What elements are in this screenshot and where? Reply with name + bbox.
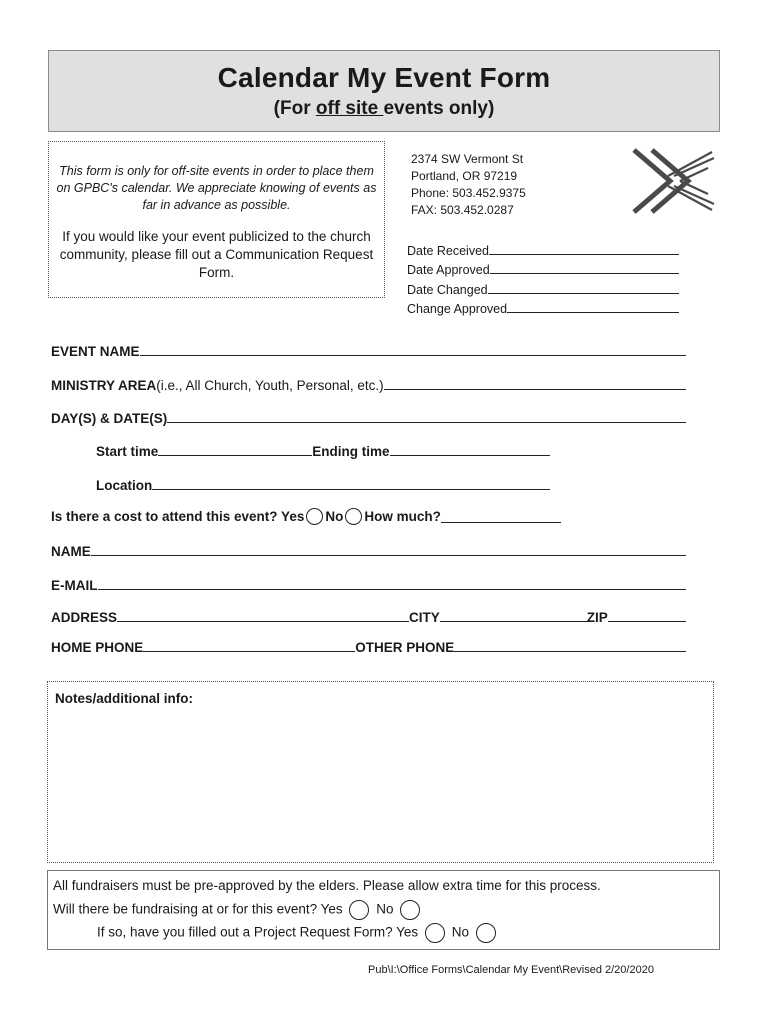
cost-no-label: No	[325, 508, 344, 524]
subtitle-underlined: off site	[315, 98, 384, 119]
fundraising-notice: All fundraisers must be pre-approved by the elders. Please allow extra time for this process.	[53, 878, 601, 893]
name-field[interactable]	[51, 539, 686, 559]
date-received-label: Date Received	[407, 244, 489, 258]
ministry-area-hint: (i.e., All Church, Youth, Personal, etc.)	[156, 378, 384, 393]
zip-label: ZIP	[586, 610, 608, 625]
fundraising-box	[47, 870, 720, 950]
date-received-field[interactable]	[407, 240, 679, 258]
name-label: NAME	[51, 544, 91, 559]
start-time-line[interactable]	[158, 454, 312, 456]
address-city: Portland, OR 97219	[411, 169, 518, 183]
date-changed-field[interactable]	[407, 279, 679, 297]
ministry-area-label: MINISTRY AREA	[51, 378, 157, 393]
fundraising-no-radio[interactable]	[400, 900, 420, 920]
subtitle-prefix: (For	[273, 98, 316, 119]
city-line[interactable]	[440, 620, 587, 622]
location-line	[152, 488, 550, 490]
chevron-arrows-logo-icon	[630, 146, 716, 216]
ending-time-label: Ending time	[312, 444, 390, 459]
city-label: CITY	[409, 610, 440, 625]
change-approved-line	[507, 311, 679, 313]
change-approved-field[interactable]	[407, 298, 679, 316]
change-approved-label: Change Approved	[407, 302, 508, 316]
start-time-label: Start time	[96, 444, 159, 459]
project-request-no-label: No	[451, 924, 469, 940]
cost-yes-radio[interactable]	[306, 508, 323, 525]
other-phone-label: OTHER PHONE	[355, 640, 455, 655]
fundraising-question-row	[53, 900, 423, 920]
church-address	[411, 151, 526, 219]
fundraising-no-label: No	[376, 901, 394, 917]
event-name-line	[140, 354, 686, 356]
ending-time-line[interactable]	[390, 454, 550, 456]
fundraising-yes-radio[interactable]	[349, 900, 369, 920]
date-changed-label: Date Changed	[407, 283, 488, 297]
email-line	[98, 588, 687, 590]
how-much-label: How much?	[364, 508, 441, 524]
ministry-area-line	[384, 388, 686, 390]
info-box	[48, 141, 385, 298]
location-label: Location	[96, 478, 153, 493]
date-changed-line	[488, 292, 679, 294]
time-row	[96, 439, 550, 459]
phone-row	[51, 635, 686, 655]
notes-box[interactable]	[47, 681, 714, 863]
name-line	[91, 554, 686, 556]
project-request-no-radio[interactable]	[476, 923, 496, 943]
address-line[interactable]	[117, 620, 409, 622]
notes-label: Notes/additional info:	[55, 691, 193, 706]
email-field[interactable]	[51, 573, 686, 593]
event-name-label: EVENT NAME	[51, 344, 140, 359]
location-field[interactable]	[96, 473, 550, 493]
info-paragraph-2: If you would like your event publicized to the church community, please fill out a Communication Request Form.	[59, 229, 374, 280]
other-phone-line[interactable]	[454, 650, 686, 652]
address-street: 2374 SW Vermont St	[411, 152, 524, 166]
days-dates-label: DAY(S) & DATE(S)	[51, 411, 168, 426]
home-phone-label: HOME PHONE	[51, 640, 144, 655]
days-dates-field[interactable]	[51, 406, 686, 426]
address-label: ADDRESS	[51, 610, 118, 625]
fundraising-question: Will there be fundraising at or for this event? Yes	[53, 901, 343, 917]
info-paragraph-1: This form is only for off-site events in order to place them on GPBC's calendar. We appreciate knowing of events as far in advance as possible.	[56, 164, 377, 212]
project-request-question: If so, have you filled out a Project Request Form? Yes	[97, 924, 419, 940]
date-approved-field[interactable]	[407, 259, 679, 277]
title-banner	[48, 50, 720, 132]
cost-question-label: Is there a cost to attend this event? Yes	[51, 508, 305, 524]
cost-row	[51, 506, 561, 526]
days-dates-line	[167, 421, 686, 423]
address-phone: Phone: 503.452.9375	[411, 186, 526, 200]
cost-no-radio[interactable]	[345, 508, 362, 525]
date-approved-label: Date Approved	[407, 263, 490, 277]
subtitle-suffix: events only)	[383, 98, 495, 119]
email-label: E-MAIL	[51, 578, 98, 593]
address-fax: FAX: 503.452.0287	[411, 203, 514, 217]
form-title: Calendar My Event Form	[217, 62, 551, 93]
home-phone-line[interactable]	[143, 650, 355, 652]
date-approved-line	[490, 272, 679, 274]
address-row	[51, 605, 686, 625]
ministry-area-field[interactable]	[51, 373, 686, 393]
how-much-line[interactable]	[441, 521, 561, 523]
date-received-line	[489, 253, 679, 255]
form-subtitle	[49, 98, 719, 120]
zip-line[interactable]	[608, 620, 686, 622]
footer-file-path: Pub\I:\Office Forms\Calendar My Event\Revised 2/20/2020	[368, 964, 654, 976]
event-name-field[interactable]	[51, 339, 686, 359]
project-request-yes-radio[interactable]	[425, 923, 445, 943]
project-request-row	[97, 923, 499, 943]
